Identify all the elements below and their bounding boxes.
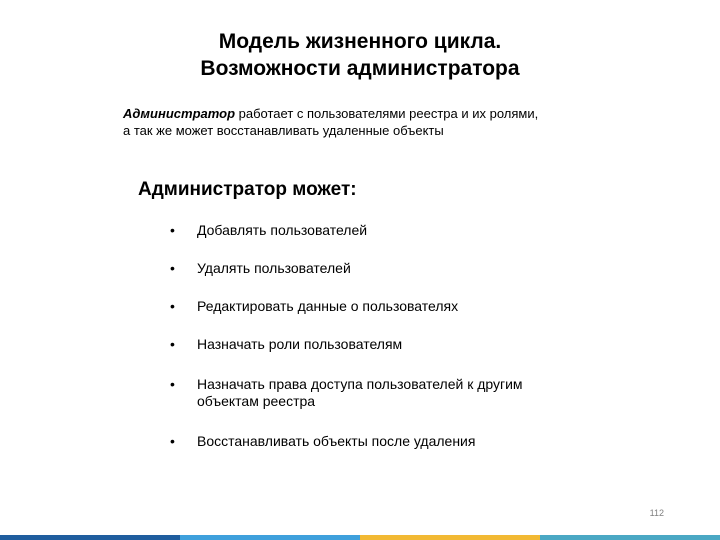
list-item-text bbox=[197, 376, 597, 410]
list-item-text: Назначать роли пользователям bbox=[197, 336, 403, 352]
intro-emphasis: Администратор bbox=[123, 106, 236, 121]
bullet-icon: • bbox=[170, 298, 175, 314]
list-item-text: Восстанавливать объекты после удаления bbox=[197, 433, 476, 449]
list-item-text-line-1: Назначать права доступа пользователей к другим bbox=[197, 376, 523, 392]
bullet-icon: • bbox=[170, 376, 175, 392]
slide-title-line-1: Модель жизненного цикла. bbox=[218, 30, 502, 53]
slide-title-line-2: Возможности администратора bbox=[200, 57, 520, 80]
intro-line-2: а так же может восстанавливать удаленные объекты bbox=[123, 123, 444, 138]
list-item-text-line-2: объектам реестра bbox=[197, 393, 316, 409]
footer-bar-segment-yellow bbox=[360, 535, 540, 540]
bullet-icon: • bbox=[170, 336, 175, 352]
intro-line-1 bbox=[123, 105, 603, 122]
intro-paragraph bbox=[123, 105, 603, 139]
slide-title bbox=[0, 28, 720, 82]
list-item-text: Редактировать данные о пользователях bbox=[197, 298, 459, 314]
bullet-icon: • bbox=[170, 222, 175, 238]
bullet-icon: • bbox=[170, 260, 175, 276]
subheading: Администратор может: bbox=[138, 179, 357, 200]
footer-bar-segment-blue-light bbox=[180, 535, 360, 540]
intro-line-1-text: работает с пользователями реестра и их ролями, bbox=[235, 106, 539, 121]
footer-bar-segment-blue-dark bbox=[0, 535, 180, 540]
bullet-icon: • bbox=[170, 433, 175, 449]
list-item-text: Удалять пользователей bbox=[197, 260, 351, 276]
page-number: 112 bbox=[649, 508, 664, 518]
list-item-text: Добавлять пользователей bbox=[197, 222, 368, 238]
footer-bar-segment-teal bbox=[540, 535, 720, 540]
footer-color-bar bbox=[0, 535, 720, 540]
